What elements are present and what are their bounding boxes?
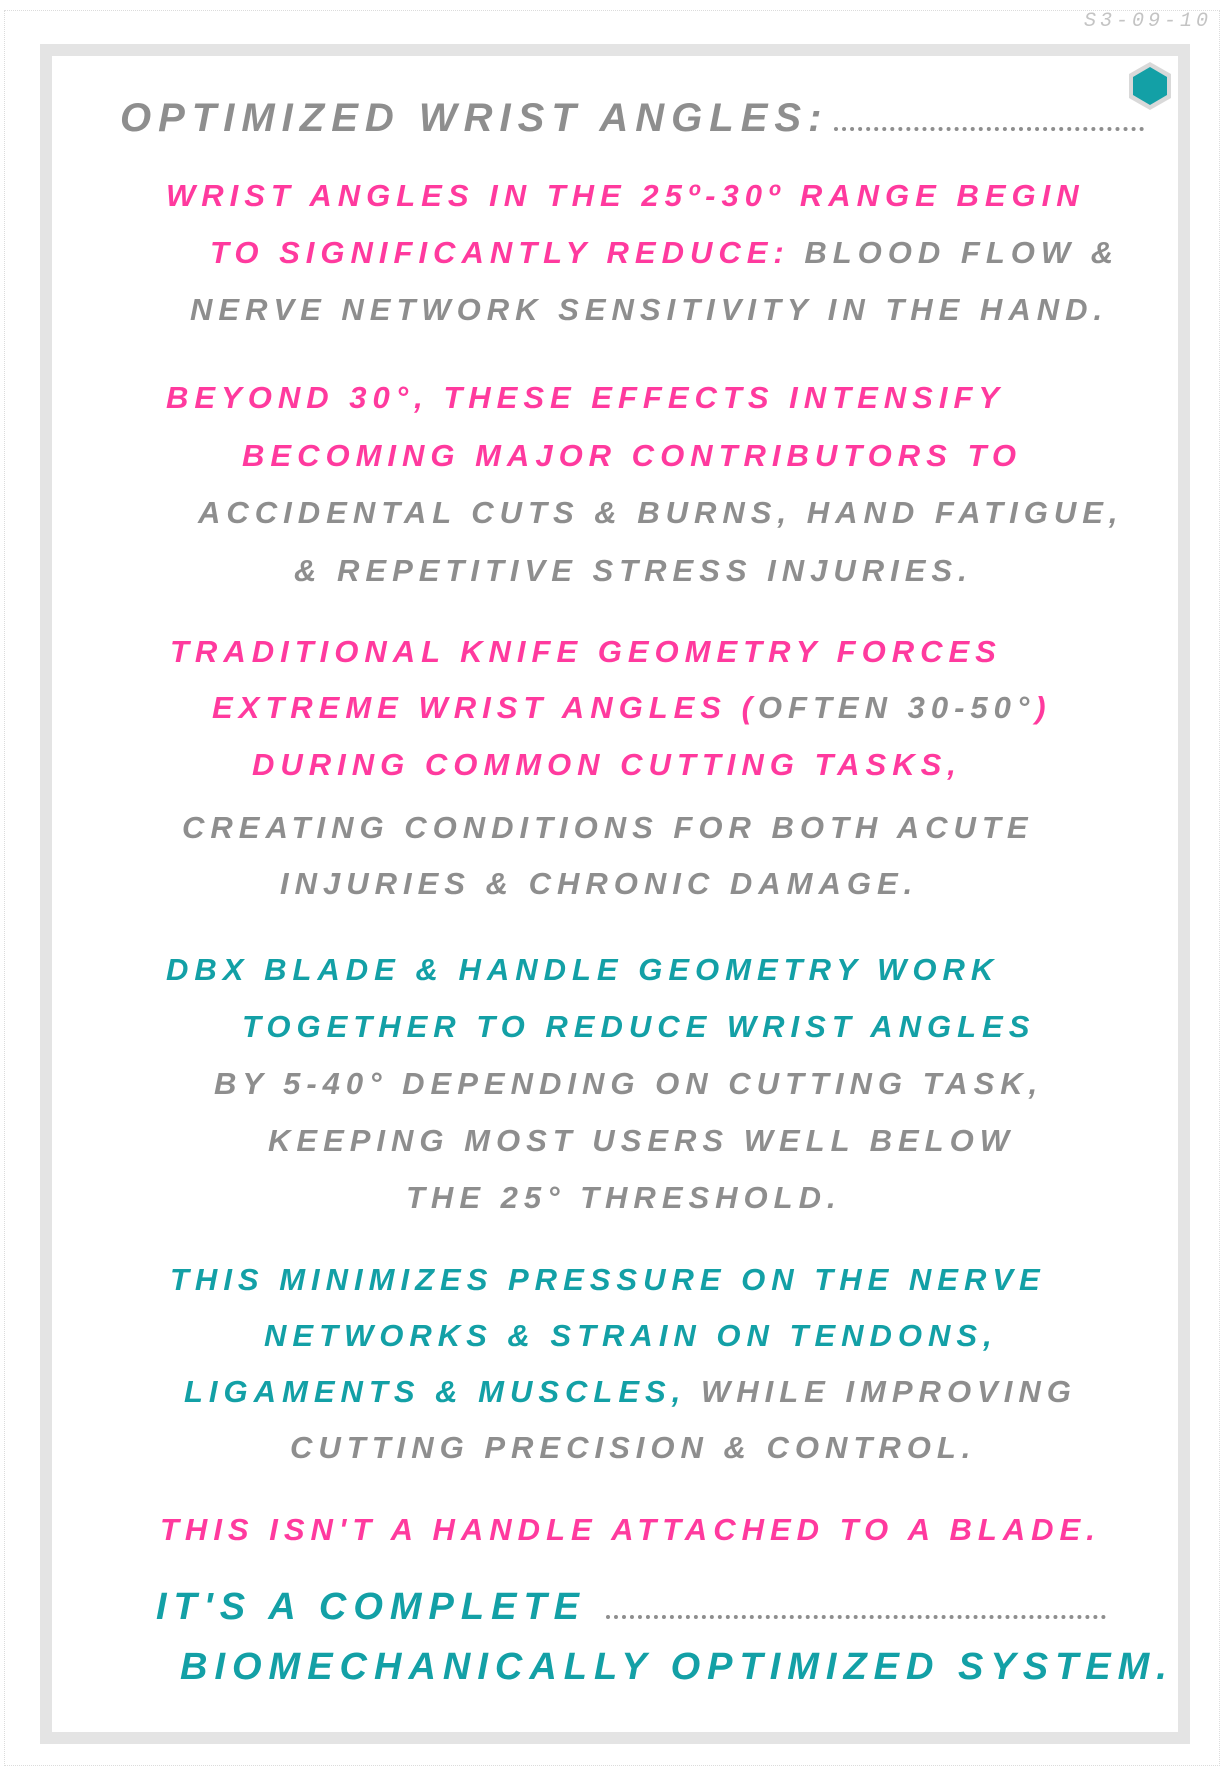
closing-line2: BIOMECHANICALLY OPTIMIZED SYSTEM. (180, 1646, 1174, 1688)
block5-line3-emph: LIGAMENTS & MUSCLES, (184, 1374, 687, 1409)
block4-line2: TOGETHER TO REDUCE WRIST ANGLES (242, 1009, 1036, 1044)
block5-line3-rest: WHILE IMPROVING (686, 1374, 1077, 1409)
block2-line3: ACCIDENTAL CUTS & BURNS, HAND FATIGUE, (198, 495, 1124, 530)
block3-line5: INJURIES & CHRONIC DAMAGE. (280, 866, 919, 901)
block4-line1: DBX BLADE & HANDLE GEOMETRY WORK (166, 952, 1000, 987)
block3-line3: DURING COMMON CUTTING TASKS, (252, 747, 962, 782)
block6-line1: THIS ISN'T A HANDLE ATTACHED TO A BLADE. (160, 1512, 1101, 1547)
closing-leader-dots (606, 1615, 1106, 1619)
block2-line2: BECOMING MAJOR CONTRIBUTORS TO (242, 438, 1022, 473)
block1-line2-rest: BLOOD FLOW & (789, 235, 1120, 270)
block3-line2-emph: EXTREME WRIST ANGLES ( (212, 690, 758, 725)
block1-line1: WRIST ANGLES IN THE 25º-30º RANGE BEGIN (166, 178, 1085, 213)
block5-line1: THIS MINIMIZES PRESSURE ON THE NERVE (170, 1262, 1046, 1297)
block1-line3: NERVE NETWORK SENSITIVITY IN THE HAND. (190, 292, 1109, 327)
block3-line2-close: ) (1035, 690, 1052, 725)
block2-line1: BEYOND 30°, THESE EFFECTS INTENSIFY (166, 380, 1006, 415)
block4-line3: BY 5-40° DEPENDING ON CUTTING TASK, (214, 1066, 1044, 1101)
block3-line2 (212, 692, 1052, 723)
page-title (120, 98, 1144, 138)
page-code: S3-09-10 (1083, 10, 1212, 33)
block3-line1: TRADITIONAL KNIFE GEOMETRY FORCES (170, 634, 1002, 669)
title-leader-dots (834, 127, 1144, 131)
block1-line2-emph: TO SIGNIFICANTLY REDUCE: (210, 235, 790, 270)
block5-line2: NETWORKS & STRAIN ON TENDONS, (264, 1318, 998, 1353)
block1-line2 (210, 237, 1119, 268)
closing-line1 (156, 1588, 1106, 1626)
block4-line5: THE 25° THRESHOLD. (406, 1180, 842, 1215)
block2-line4: & REPETITIVE STRESS INJURIES. (294, 553, 973, 588)
page-title-text: OPTIMIZED WRIST ANGLES: (120, 96, 829, 140)
block5-line3 (184, 1376, 1077, 1407)
block4-line4: KEEPING MOST USERS WELL BELOW (268, 1123, 1015, 1158)
block3-line2-range: OFTEN 30-50° (757, 690, 1036, 725)
closing-line1-text: IT'S A COMPLETE (156, 1586, 587, 1628)
block5-line4: CUTTING PRECISION & CONTROL. (290, 1430, 977, 1465)
block3-line4: CREATING CONDITIONS FOR BOTH ACUTE (182, 810, 1034, 845)
